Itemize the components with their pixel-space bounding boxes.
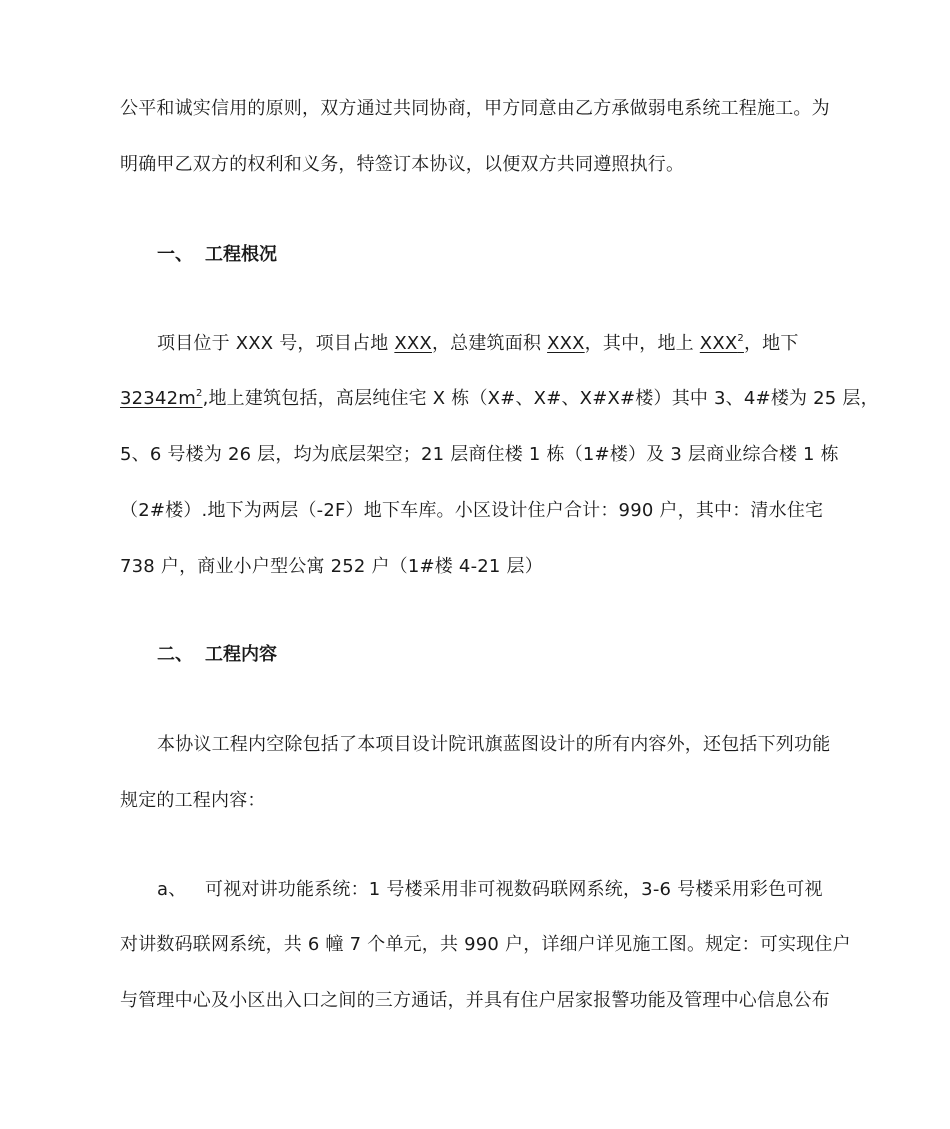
- section-title: 工程内容: [205, 644, 277, 665]
- section-number: 一、: [157, 244, 193, 265]
- project-paragraph-line-2: $32342m^2$,地上建筑包括，高层纯住宅 X 栋（X#、X#、X#X#楼）其中 3、4#楼为 25 层，: [120, 388, 879, 409]
- content-paragraph-line-1: 本协议工程内空除包括了本项目设计院讯旗蓝图设计的所有内容外，还包括下列功能: [157, 734, 831, 755]
- item-a-line-1: a、 可视对讲功能系统：1 号楼采用非可视数码联网系统，3-6 号楼采用彩色可视: [157, 879, 823, 900]
- item-marker: a、: [157, 879, 187, 900]
- section-title: 工程根况: [205, 244, 277, 265]
- intro-line-2: 明确甲乙双方的权利和义务，特签订本协议，以便双方共同遵照执行。: [120, 154, 685, 175]
- item-a-line-3: 与管理中心及小区出入口之间的三方通话，并具有住户居家报警功能及管理中心信息公布: [120, 990, 830, 1011]
- project-paragraph-line-5: 738 户，商业小户型公寓 252 户（1#楼 4-21 层）: [120, 556, 543, 577]
- item-a-line-2: 对讲数码联网系统，共 6 幢 7 个单元，共 990 户，详细户详见施工图。规定：可实现住户: [120, 934, 851, 955]
- content-paragraph-line-2: 规定的工程内容：: [120, 790, 266, 811]
- project-paragraph-line-4: （2#楼）.地下为两层（-2F）地下车库。小区设计住户合计：990 户，其中：清水住宅: [120, 500, 824, 521]
- section-number: 二、: [157, 644, 193, 665]
- intro-line-1: 公平和诚实信用的原则，双方通过共同协商，甲方同意由乙方承做弱电系统工程施工。为: [120, 98, 830, 119]
- project-paragraph-line-3: 5、6 号楼为 26 层，均为底层架空；21 层商住楼 1 栋（1#楼）及 3 层商业综合楼 1 栋: [120, 444, 839, 465]
- section-heading-1: [157, 243, 277, 267]
- project-paragraph-line-1: 项目位于 XXX 号，项目占地 XXX，总建筑面积 XXX，其中，地上 XXX$^2$，地下: [157, 333, 799, 354]
- section-heading-2: [157, 643, 277, 667]
